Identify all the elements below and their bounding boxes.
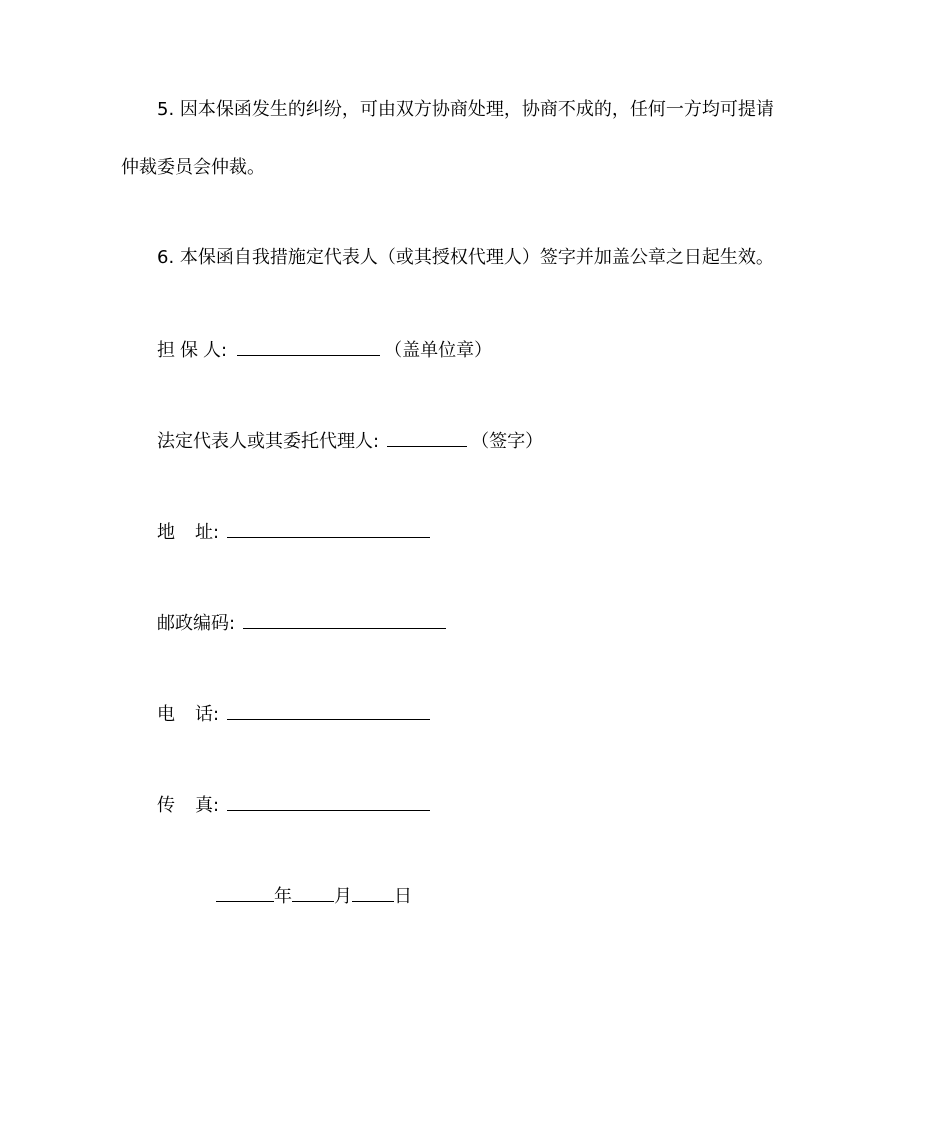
phone-row: [157, 702, 430, 724]
postal-code-label: 邮政编码:: [157, 613, 236, 634]
day-label: 日: [394, 886, 412, 907]
clause-5-line-2: [121, 157, 265, 179]
day-blank[interactable]: [352, 884, 394, 902]
legal-rep-sign-note: （签字）: [471, 431, 544, 452]
address-row: [157, 520, 430, 542]
guarantor-row: [157, 338, 492, 360]
guarantor-label-char-2: 保: [180, 340, 198, 361]
fax-row: [157, 793, 430, 815]
postal-code-row: [157, 611, 446, 633]
clause-5-line-1: [157, 99, 774, 121]
legal-rep-label: 法定代表人或其委托代理人:: [157, 431, 380, 452]
phone-label-char-1: 电: [157, 704, 175, 725]
fax-label-char-1: 传: [157, 795, 175, 816]
phone-blank[interactable]: [227, 702, 430, 720]
clause-6-line: [157, 247, 774, 269]
date-row: [216, 884, 412, 906]
guarantor-label-char-3: 人:: [203, 340, 228, 361]
month-blank[interactable]: [292, 884, 334, 902]
legal-rep-blank[interactable]: [387, 429, 467, 447]
legal-rep-row: [157, 429, 543, 451]
fax-label-char-2: 真:: [195, 795, 220, 816]
clause-6-text: 6. 本保函自我措施定代表人（或其授权代理人）签字并加盖公章之日起生效。: [157, 247, 774, 268]
address-blank[interactable]: [227, 520, 430, 538]
postal-code-blank[interactable]: [243, 611, 446, 629]
year-label: 年: [274, 886, 292, 907]
phone-label-char-2: 话:: [195, 704, 220, 725]
guarantor-label-char-1: 担: [157, 340, 175, 361]
guarantor-blank[interactable]: [237, 338, 380, 356]
address-label-char-2: 址:: [195, 522, 220, 543]
clause-5-text-2: 仲裁委员会仲裁。: [121, 157, 265, 178]
fax-blank[interactable]: [227, 793, 430, 811]
address-label-char-1: 地: [157, 522, 175, 543]
clause-5-text-1: 5. 因本保函发生的纠纷，可由双方协商处理，协商不成的，任何一方均可提请: [157, 99, 774, 120]
month-label: 月: [334, 886, 352, 907]
guarantor-seal-note: （盖单位章）: [384, 340, 493, 361]
year-blank[interactable]: [216, 884, 274, 902]
